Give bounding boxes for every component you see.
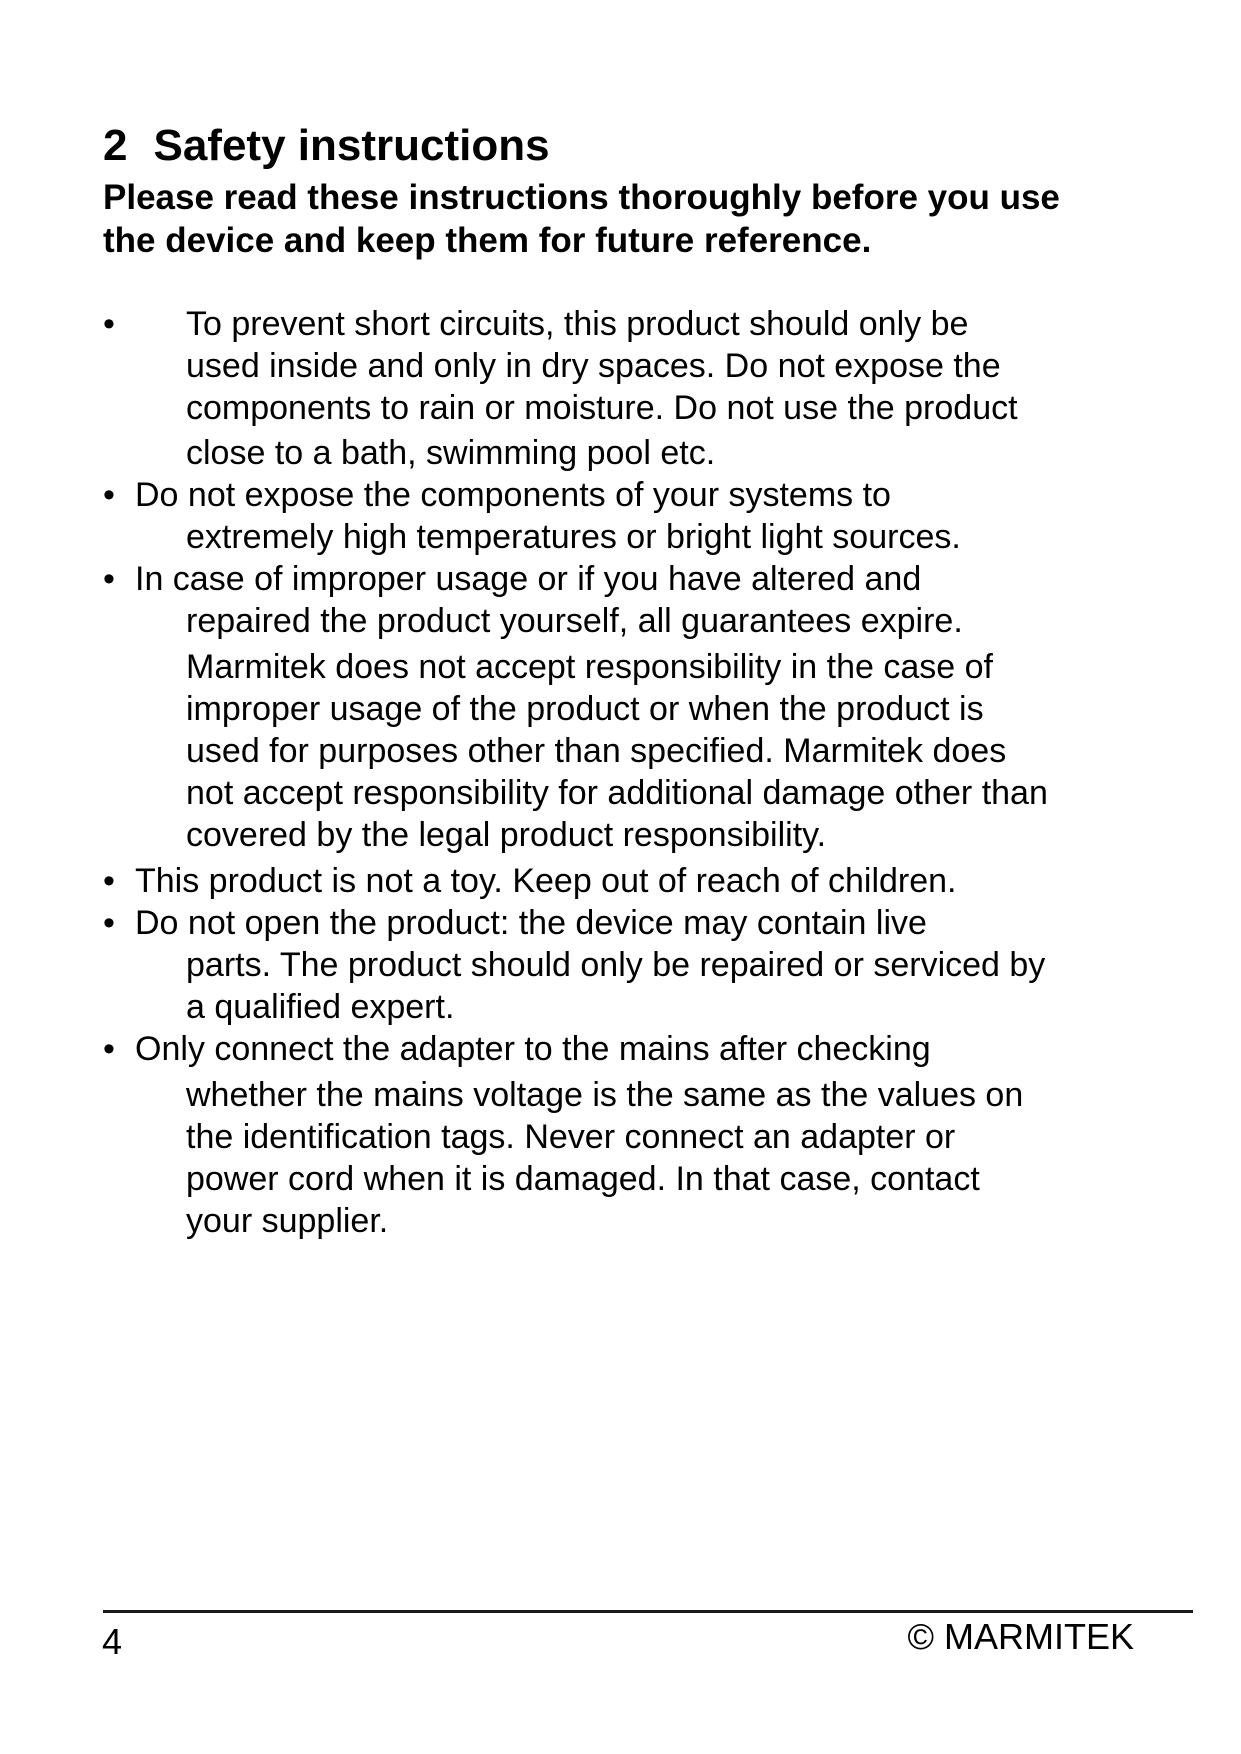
bullet-marker: • (103, 904, 115, 942)
page-number: 4 (102, 1621, 123, 1662)
list-item-line: the identification tags. Never connect an adapter or (186, 1118, 956, 1156)
list-item-line: improper usage of the product or when the product is (186, 690, 984, 728)
list-item-line: power cord when it is damaged. In that case, contact (186, 1160, 980, 1198)
list-item-line: a qualified expert. (186, 988, 455, 1026)
list-item-line: covered by the legal product responsibility. (186, 816, 827, 854)
section-number: 2 (103, 121, 128, 170)
list-item-line: Do not expose the components of your systems to (135, 476, 891, 514)
list-item-line: close to a bath, swimming pool etc. (186, 434, 716, 472)
list-item-line: To prevent short circuits, this product should only be (186, 305, 969, 343)
intro-line: the device and keep them for future reference. (103, 221, 872, 260)
list-item-line: parts. The product should only be repaired or serviced by (186, 946, 1046, 984)
footer-divider (103, 1610, 1193, 1613)
bullet-marker: • (103, 476, 115, 514)
list-item-line: repaired the product yourself, all guarantees expire. (186, 602, 963, 640)
list-item-line: extremely high temperatures or bright light sources. (186, 518, 961, 556)
list-item-line: Do not open the product: the device may contain live (135, 904, 927, 942)
list-item-line: In case of improper usage or if you have altered and (135, 560, 922, 598)
list-item-line: whether the mains voltage is the same as the values on (186, 1076, 1024, 1114)
intro-line: Please read these instructions thoroughly before you use (103, 178, 1060, 217)
list-item-line: Marmitek does not accept responsibility in the case of (186, 648, 993, 686)
list-item-line: components to rain or moisture. Do not use the product (186, 389, 1018, 427)
bullet-marker: • (103, 305, 115, 343)
bullet-marker: • (103, 560, 115, 598)
list-item-line: used for purposes other than specified. Marmitek does (186, 732, 1007, 770)
list-item-line: not accept responsibility for additional damage other than (186, 774, 1048, 812)
list-item-line: Only connect the adapter to the mains after checking (135, 1030, 931, 1068)
copyright-notice: © MARMITEK (907, 1616, 1134, 1657)
section-title: Safety instructions (153, 121, 550, 170)
list-item-line: used inside and only in dry spaces. Do not expose the (186, 347, 1001, 385)
list-item-line: This product is not a toy. Keep out of reach of children. (135, 862, 957, 900)
bullet-marker: • (103, 862, 115, 900)
bullet-marker: • (103, 1030, 115, 1068)
list-item-line: your supplier. (186, 1202, 389, 1240)
